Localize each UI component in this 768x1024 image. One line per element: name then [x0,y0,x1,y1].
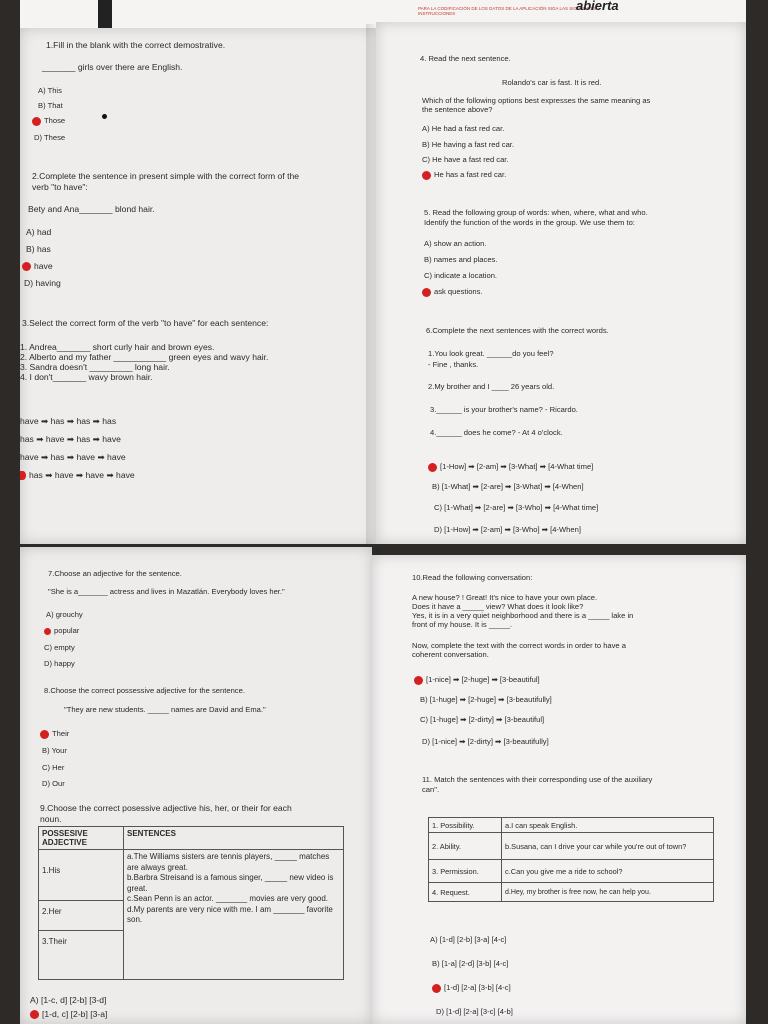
q10-option-a-selected[interactable] [414,675,540,685]
q6-option-c[interactable]: C) [1-What] ➡ [2-are] ➡ [3-Who] ➡ [4-What time] [434,503,599,512]
q10-instr-1: Now, complete the text with the correct words in order to have a [412,641,626,650]
q8-option-c[interactable]: C) Her [42,763,65,772]
q1-sentence: _______ girls over there are English. [42,62,183,72]
q6-option-b[interactable]: B) [1-What] ➡ [2-are] ➡ [3-What] ➡ [4-When] [432,482,584,491]
q10-line-4: front of my house. It is _____. [412,620,513,629]
q9-table [38,826,344,980]
q3-option-d-label: has ➡ have ➡ have ➡ have [29,470,135,480]
stray-dot-icon [102,114,107,119]
q11-prompt-1: 11. Match the sentences with their corresponding use of the auxiliary [422,775,653,784]
q9-option-b-label: [1-d, c] [2-b] [3-a] [42,1009,108,1019]
q2-option-c-label: have [34,261,53,271]
q2-sentence: Bety and Ana_______ blond hair. [28,204,155,214]
q4-sentence: Rolando's car is fast. It is red. [502,78,602,87]
q7-option-c[interactable]: C) empty [44,643,75,652]
q10-option-d[interactable]: D) [1-nice] ➡ [2-dirty] ➡ [3-beautifully] [422,737,549,746]
q8-option-d[interactable]: D) Our [42,779,65,788]
q1-option-b[interactable]: B) That [38,101,63,110]
q6-option-a-label: [1-How] ➡ [2-am] ➡ [3-What] ➡ [4-What time] [440,462,594,471]
q7-option-d[interactable]: D) happy [44,659,75,668]
q3-item-1: 1. Andrea_______ short curly hair and brown eyes. [20,342,215,352]
q5-option-d-selected[interactable] [422,287,483,297]
q8-option-b[interactable]: B) Your [42,746,67,755]
selected-mark-icon [44,628,51,635]
q1-option-c-label: Those [44,116,66,125]
header-red-text: PARA LA CODIFICACIÓN DE LOS DATOS DE LA APLICACIÓN SIGA LAS SIGUIENTES INSTRUCCIONES [418,6,597,16]
q2-prompt-1: 2.Complete the sentence in present simple with the correct form of the [32,171,300,181]
q4-option-a[interactable]: A) He had a fast red car. [422,124,505,133]
selected-mark-icon [20,471,26,480]
q5-option-b[interactable]: B) names and places. [424,255,498,264]
q11-use-3: 3. Permission. [429,860,502,883]
q6-item-1: 1.You look great. ______do you feel? [428,349,554,358]
q7-prompt: 7.Choose an adjective for the sentence. [48,569,182,578]
selected-mark-icon [32,117,41,126]
q11-option-d[interactable]: D) [1-d] [2-a] [3-c] [4-b] [436,1007,513,1016]
selected-mark-icon [428,463,437,472]
q9-sentences-cell [124,850,344,980]
q1-option-c-selected[interactable] [32,116,65,126]
q1-prompt: 1.Fill in the blank with the correct demostrative. [46,40,226,50]
q10-option-c[interactable]: C) [1-huge] ➡ [2-dirty] ➡ [3-beautiful] [420,715,545,724]
selected-mark-icon [422,288,431,297]
q11-option-c-label: [1-d] [2-a] [3-b] [4-c] [444,983,511,992]
q3-item-2: 2. Alberto and my father ___________ green eyes and wavy hair. [20,352,269,362]
q11-option-b[interactable]: B) [1-a] [2-d] [3-b] [4-c] [432,959,509,968]
binder-clip [98,0,112,28]
q10-prompt: 10.Read the following conversation: [412,573,533,582]
selected-mark-icon [422,171,431,180]
q1-option-d[interactable]: D) These [34,133,66,142]
q7-option-b-selected[interactable] [44,626,79,635]
q8-prompt: 8.Choose the correct possessive adjective for the sentence. [44,686,245,695]
q5-prompt-2: Identify the function of the words in the group. We use them to: [424,218,635,227]
q8-option-a-selected[interactable] [40,729,69,739]
q4-option-c[interactable]: C) He have a fast red car. [422,155,509,164]
q8-sentence: "They are new students. _____ names are David and Ema." [64,705,266,714]
q3-option-b[interactable]: has ➡ have ➡ has ➡ have [20,434,121,444]
q6-prompt: 6.Complete the next sentences with the correct words. [426,326,609,335]
selected-mark-icon [432,984,441,993]
selected-mark-icon [40,730,49,739]
q4-option-d-selected[interactable] [422,170,506,180]
q11-sentence-b: b.Susana, can I drive your car while you're out of town? [502,833,714,860]
q9-adjectives-cell [39,850,124,980]
q4-question-1: Which of the following options best expresses the same meaning as [422,96,651,105]
q3-item-3: 3. Sandra doesn't _________ long hair. [20,362,170,372]
q9-option-a[interactable]: A) [1-c, d] [2-b] [3-d] [30,995,107,1005]
q4-question-2: the sentence above? [422,105,493,114]
q8-option-a-label: Their [52,729,70,738]
q11-use-4: 4. Request. [429,883,502,902]
q6-option-d[interactable]: D) [1-How] ➡ [2-am] ➡ [3-Who] ➡ [4-When] [434,525,581,534]
q11-prompt-2: can". [422,785,440,794]
q3-option-d-selected[interactable] [20,470,135,481]
q9-col-sentences: SENTENCES [124,827,344,850]
page-bottom-right [372,555,746,1024]
q9-sentence-a: a.The Williams sisters are tennis players, _____ matches are always great. [127,852,330,872]
page-bottom-left [20,547,372,1024]
q11-use-2: 2. Ability. [429,833,502,860]
q11-option-c-selected[interactable] [432,983,511,993]
q5-option-d-label: ask questions. [434,287,483,296]
q6-item-3: 3.______ is your brother's name? - Ricardo. [430,405,578,414]
q3-prompt: 3.Select the correct form of the verb "to have" for each sentence: [22,318,269,328]
q2-option-d[interactable]: D) having [24,278,61,288]
page-top-right [376,22,746,544]
q11-use-1: 1. Possibility. [429,818,502,833]
q7-sentence: "She is a_______ actress and lives in Mazatlán. Everybody loves her." [48,587,285,596]
q6-item-2: 2.My brother and I ____ 26 years old. [428,382,555,391]
q10-instr-2: coherent conversation. [412,650,489,659]
q2-option-c-selected[interactable] [22,261,53,271]
selected-mark-icon [414,676,423,685]
page-top-left [20,28,376,544]
q6-item-4: 4.______ does he come? - At 4 o'clock. [430,428,563,437]
q11-sentence-d: d.Hey, my brother is free now, he can help you. [502,883,714,902]
q11-sentence-c: c.Can you give me a ride to school? [502,860,714,883]
q5-prompt-1: 5. Read the following group of words: when, where, what and who. [424,208,648,217]
selected-mark-icon [30,1010,39,1019]
q2-option-a[interactable]: A) had [26,227,52,237]
q9-sentence-b: b.Barbra Streisand is a famous singer, _____ new video is great. [127,873,334,893]
q5-option-a[interactable]: A) show an action. [424,239,487,248]
q5-option-c[interactable]: C) indicate a location. [424,271,498,280]
q9-sentence-c: c.Sean Penn is an actor. _______ movies are very good. [127,894,329,903]
q2-option-b[interactable]: B) has [26,244,51,254]
q11-sentence-a: a.I can speak English. [502,818,714,833]
q10-option-a-label: [1-nice] ➡ [2-huge] ➡ [3-beautiful] [426,675,540,684]
q3-option-c[interactable]: have ➡ has ➡ have ➡ have [20,452,126,462]
q4-option-b[interactable]: B) He having a fast red car. [422,140,515,149]
q3-option-a[interactable]: have ➡ has ➡ has ➡ has [20,416,117,426]
q6-option-a-selected[interactable] [428,462,593,472]
q3-item-4: 4. I don't_______ wavy brown hair. [20,372,153,382]
q7-option-b-label: popular [54,626,80,635]
q6-item-1b: - Fine , thanks. [428,360,479,369]
q1-option-a[interactable]: A) This [38,86,62,95]
q9-adj-2: 2.Her [39,900,123,930]
q9-prompt-2: noun. [40,814,62,824]
q9-adj-3: 3.Their [39,930,123,979]
q11-table [428,817,714,902]
q4-option-d-label: He has a fast red car. [434,170,507,179]
q11-option-a[interactable]: A) [1-d] [2-b] [3-a] [4-c] [430,935,507,944]
q9-adj-1: 1.His [42,866,61,875]
selected-mark-icon [22,262,31,271]
q9-option-b-selected[interactable] [30,1009,107,1019]
q7-option-a[interactable]: A) grouchy [46,610,83,619]
q10-option-b[interactable]: B) [1-huge] ➡ [2-huge] ➡ [3-beautifully] [420,695,552,704]
q2-prompt-2: verb "to have": [32,182,88,192]
q9-col-adjective: POSSESIVE ADJECTIVE [39,827,124,850]
q4-prompt: 4. Read the next sentence. [420,54,511,63]
q10-line-2: Does it have a _____ view? What does it look like? [412,602,584,611]
q10-line-1: A new house? ! Great! It's nice to have your own place. [412,593,598,602]
q9-prompt-1: 9.Choose the correct posessive adjective his, her, or their for each [40,803,292,813]
q9-sentence-d: d.My parents are very nice with me. I am _______ favorite son. [127,904,333,924]
q10-line-3: Yes, it is in a very quiet neighborhood and there is a _____ lake in [412,611,634,620]
brand-logo: abierta [576,0,619,13]
